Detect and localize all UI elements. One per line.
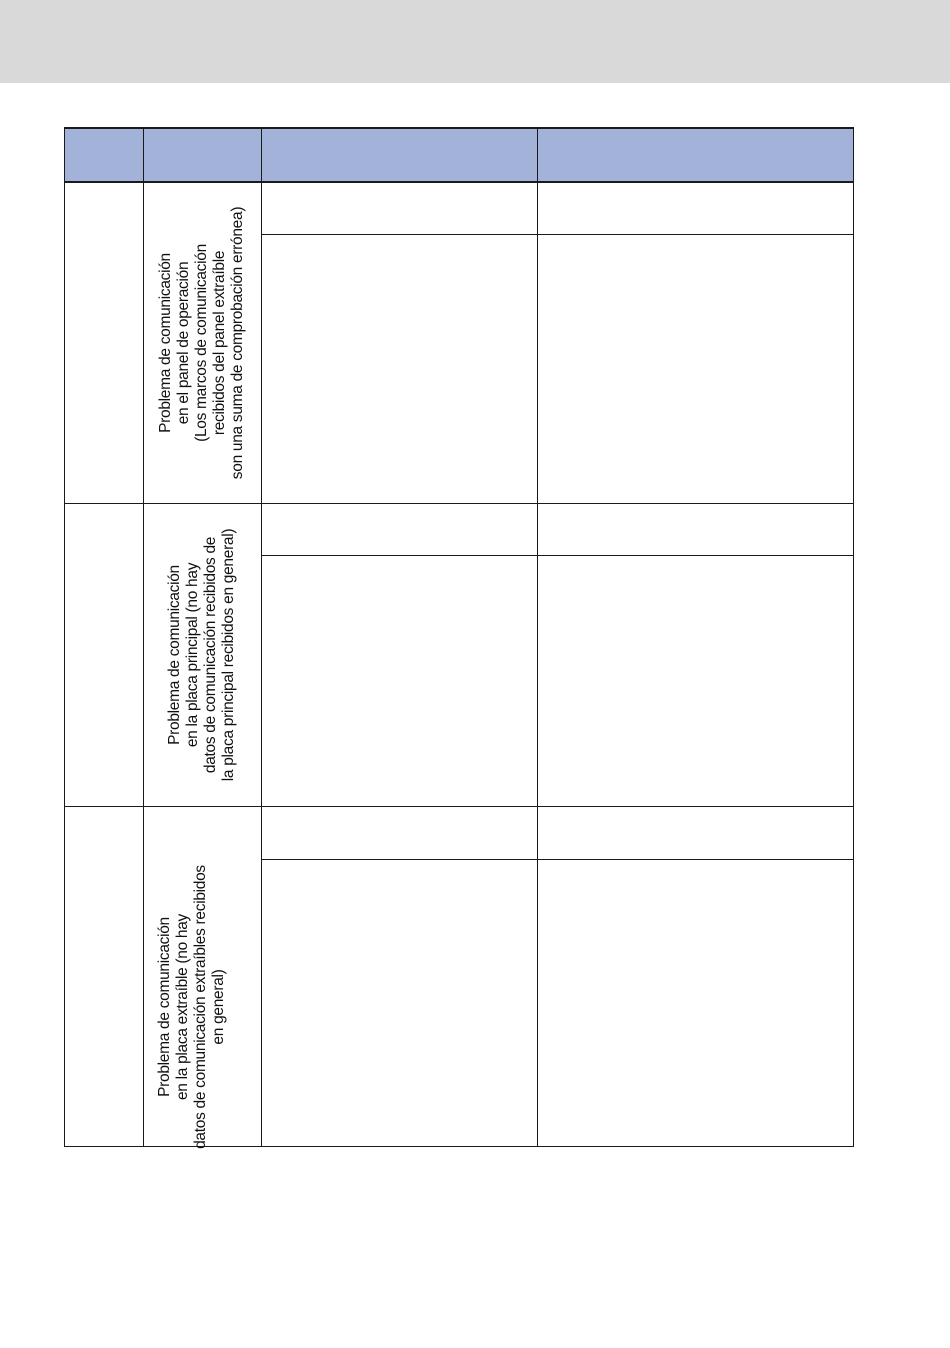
table-border-right [853,127,854,1147]
header-cell-2 [143,127,261,182]
cause-line: en el panel de operación [175,261,192,425]
header-cell-1 [64,127,143,182]
cause-line: en la placa principal (no hay [184,562,201,748]
cause-text-row-1 [157,207,247,479]
column-divider-2 [261,127,262,1147]
header-cell-3 [261,127,537,182]
cause-line: Problema de comunicación [156,917,173,1097]
column-divider-3 [537,127,538,1147]
cause-line: recibidos del panel extraíble [211,250,228,436]
cause-text-row-3 [156,865,228,1149]
subrow-divider-3 [261,859,854,860]
column-divider-1 [143,127,144,1147]
cause-line: Problema de comunicación [157,253,174,433]
cause-text-row-2 [166,529,238,782]
cause-line: datos de comunicación recibidos de [202,536,219,774]
troubleshooting-table [64,127,854,1147]
table-border-left [64,127,65,1147]
cause-line: en la placa extraíble (no hay [174,913,191,1101]
cause-line: la placa principal recibidos en general) [220,528,237,782]
row-divider-2 [64,806,854,807]
cause-line: Problema de comunicación [166,565,183,745]
cause-line: en general) [210,969,227,1045]
cause-line: (Los marcos de comunicación [193,244,210,442]
subrow-divider-1 [261,234,854,235]
header-cell-4 [537,127,854,182]
table-border-top [64,127,854,129]
row-divider-1 [64,503,854,504]
cause-line: son una suma de comprobación errónea) [229,206,246,480]
subrow-divider-2 [261,555,854,556]
page-top-band [0,0,950,83]
cause-line: datos de comunicación extraíbles recibidos [192,865,209,1149]
header-divider [64,181,854,183]
